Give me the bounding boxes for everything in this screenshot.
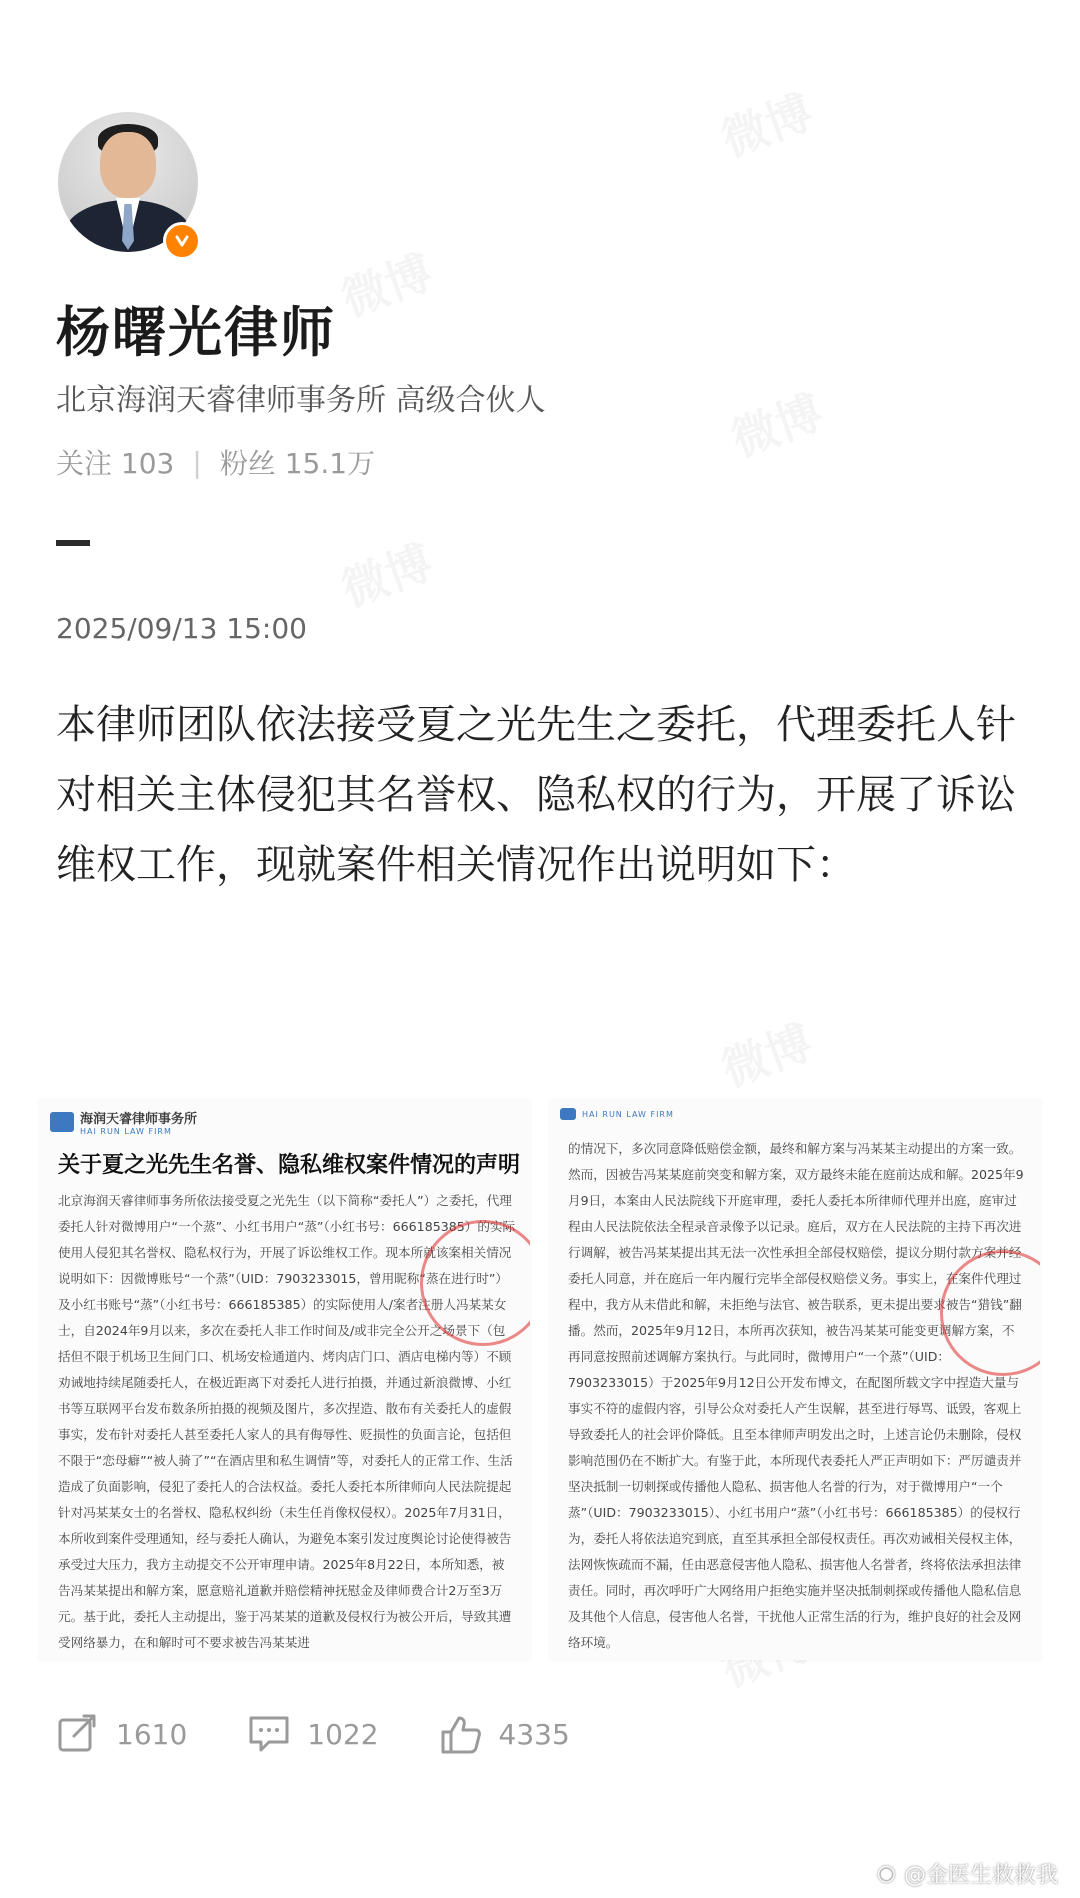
- profile-stats: [56, 442, 375, 482]
- weibo-logo-icon: ◉: [876, 1861, 896, 1886]
- divider: [56, 540, 90, 546]
- repost-count: 1610: [116, 1717, 188, 1751]
- like-button[interactable]: [439, 1712, 570, 1756]
- firm-logo: [560, 1108, 674, 1120]
- post-images: [40, 1100, 1040, 1660]
- document-title: 关于夏之光先生名誉、隐私维权案件情况的声明: [58, 1153, 521, 1178]
- watermark: [331, 236, 440, 329]
- document-page-2-text: 的情况下，多次同意降低赔偿金额，最终和解方案与冯某某主动提出的方案一致。然而，因被告冯某某庭前突变和解方案，双方最终未能在庭前达成和解。2025年9月9日，本案由人民法院线下开庭审理，委托人委托本所律师代理并出庭，庭审过程由人民法院依法全程录音录像予以记录。庭后，双方在人民法院的主持下再次进行调解，被告冯某某提出其无法一次性承担全部侵权赔偿，提议分期付款方案并经委托人同意，并在庭后一年内履行完毕全部侵权赔偿义务。事实上，在案件代理过程中，我方从未借此和解，未拒绝与法官、被告联系，更未提出要求被告“猎钱”翻播。然而，2025年9月12日，本所再次获知，被告冯某某可能变更调解方案，不再同意按照前述调解方案执行。与此同时，微博用户“一个蒸”（UID：7903233015）于2025年9月12日公开发布博文，在配图所载文字中捏造大量与事实不符的虚假内容，引导公众对委托人产生误解，甚至进行辱骂、诋毁，客观上导致委托人的社会评价降低。且至本律师声明发出之时，上述言论仍未删除，侵权影响范围仍在不断扩大。有鉴于此，本所现代表委托人严正声明如下：严厉谴责并坚决抵制一切刺探或传播他人隐私、损害他人名誉的行为，对于微博用户“一个蒸”（UID：7903233015）、小红书用户“蒸”（小红书号：666185385）的侵权行为，委托人将依法追究到底，直至其承担全部侵权责任。再次劝诫相关侵权主体，法网恢恢疏而不漏，任由恶意侵害他人隐私、损害他人名誉者，终将依法承担法律责任。同时，再次呼吁广大网络用户拒绝实施并坚决抵制刺探或传播他人隐私信息及其他个人信息，侵害他人名誉，干扰他人正常生活的行为，维护良好的社会及网络环境。: [568, 1141, 1024, 1650]
- profile-subtitle: 北京海润天睿律师事务所 高级合伙人: [56, 383, 546, 418]
- document-image-page-2[interactable]: [550, 1100, 1040, 1660]
- following-stat[interactable]: [56, 442, 174, 482]
- followers-stat[interactable]: [220, 442, 375, 482]
- firm-name-en: HAI RUN LAW FIRM: [582, 1109, 674, 1119]
- watermark: [711, 76, 820, 169]
- following-count: 103: [120, 447, 175, 480]
- watermark: [711, 1006, 820, 1099]
- comment-count: 1022: [307, 1717, 379, 1751]
- source-watermark: [877, 1858, 1058, 1889]
- comment-button[interactable]: [247, 1712, 378, 1756]
- following-label: 关注: [56, 447, 113, 480]
- post-timestamp: 2025/09/13 15:00: [56, 612, 307, 645]
- repost-icon: [56, 1712, 100, 1756]
- profile-name[interactable]: 杨曙光律师: [56, 301, 336, 364]
- document-image-page-1[interactable]: [40, 1100, 530, 1660]
- action-bar: [56, 1712, 570, 1756]
- watermark: [721, 376, 830, 469]
- firm-name-en: HAI RUN LAW FIRM: [80, 1127, 172, 1136]
- firm-logo: [50, 1108, 197, 1136]
- verified-badge-icon: [163, 222, 201, 260]
- divider: |: [192, 445, 202, 479]
- like-count: 4335: [498, 1717, 570, 1751]
- firm-name-cn: 海润天睿律师事务所: [80, 1112, 198, 1127]
- followers-count: 15.1万: [284, 447, 376, 480]
- followers-label: 粉丝: [219, 447, 276, 480]
- watermark: [331, 526, 440, 619]
- document-page-1-text: 北京海润天睿律师事务所依法接受夏之光先生（以下简称“委托人”）之委托，代理委托人针对微博用户“一个蒸”、小红书用户“蒸”（小红书号：666185385）的实际使用人侵犯其名誉权、隐私权行为，开展了诉讼维权工作。现本所就该案相关情况说明如下：因微博账号“一个蒸”（UID：7903233015，曾用昵称“蒸在进行时”）及小红书账号“蒸”（小红书号：666185385）的实际使用人/案者注册人冯某某女士，自2024年9月以来，多次在委托人非工作时间及/或非完全公开之场景下（包括但不限于机场卫生间门口、机场安检通道内、烤肉店门口、酒店电梯内等）不顾劝诫地持续尾随委托人，在极近距离下对委托人进行拍摄，并通过新浪微博、小红书等互联网平台发布数条所拍摄的视频及图片，多次捏造、散布有关委托人的虚假事实，发布针对委托人甚至委托人家人的具有侮辱性、贬损性的负面言论，包括但不限于“恋母癖”“被人骑了”“在酒店里和私生调情”等，对委托人的正常工作、生活造成了负面影响，侵犯了委托人的合法权益。委托人委托本所律师向人民法院提起针对冯某某女士的名誉权、隐私权纠纷（未生任肖像权侵权）。2025年7月31日，本所收到案件受理通知，经与委托人确认，为避免本案引发过度舆论讨论使得被告承受过大压力，我方主动提交不公开审理申请。2025年8月22日，本所知悉，被告冯某某提出和解方案，愿意赔礼道歉并赔偿精神抚慰金及律师费合计2万至3万元。基于此，委托人主动提出，鉴于冯某某的道歉及侵权行为被公开后，导致其遭受网络暴力，在和解时可不要求被告冯某某进: [58, 1193, 516, 1650]
- like-icon: [439, 1712, 483, 1756]
- source-handle: @金医生救救我: [903, 1863, 1058, 1888]
- repost-button[interactable]: [56, 1712, 187, 1756]
- comment-icon: [247, 1712, 291, 1756]
- post-text: 本律师团队依法接受夏之光先生之委托，代理委托人针对相关主体侵犯其名誉权、隐私权的行为，开展了诉讼维权工作，现就案件相关情况作出说明如下：: [56, 702, 1016, 888]
